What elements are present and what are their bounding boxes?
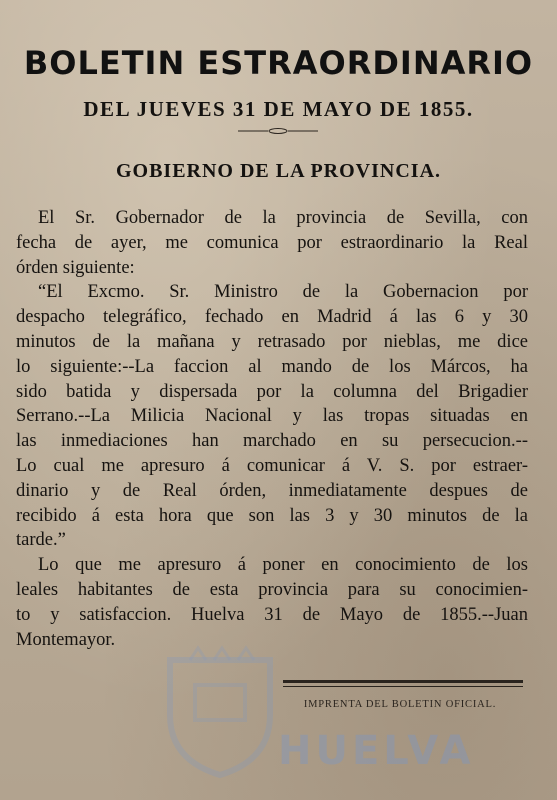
body-line: El Sr. Gobernador de la provincia de Sevilla, con	[38, 208, 528, 228]
body-line: órden siguiente:	[16, 257, 135, 278]
body-line: despacho telegráfico, fechado en Madrid á las 6 y 30	[16, 307, 528, 328]
section-heading: GOBIERNO DE LA PROVINCIA.	[115, 160, 442, 182]
body-line: sido batida y dispersada por la columna del Brigadier	[16, 381, 528, 402]
document-date: DEL JUEVES 31 DE MAYO DE 1855.	[83, 97, 474, 121]
body-line: las inmediaciones han marchado en su persecucion.--	[16, 431, 528, 452]
document-title: BOLETIN ESTRAORDINARIO	[23, 44, 534, 82]
body-line: dinario y de Real órden, inmediatamente despues de	[16, 480, 528, 501]
watermark-text: HUELVA	[278, 728, 475, 774]
body-line: Montemayor.	[16, 629, 116, 650]
body-line: Lo que me apresuro á poner en conocimiento de los	[38, 555, 528, 576]
footer-rule	[283, 680, 523, 687]
body-line: leales habitantes de esta provincia para su conocimien-	[16, 579, 528, 600]
body-line: minutos de la mañana y retrasado por nieblas, me dice	[16, 331, 528, 352]
body-line: tarde.”	[16, 530, 66, 551]
body-line: recibido á esta hora que son las 3 y 30 minutos de la	[16, 505, 528, 526]
ornament-divider-icon	[238, 128, 318, 134]
body-line: Serrano.--La Milicia Nacional y las tropas situadas en	[16, 406, 528, 427]
document-body	[16, 206, 528, 652]
body-line: “El Excmo. Sr. Ministro de la Gobernacion por	[38, 282, 528, 303]
body-line: fecha de ayer, me comunica por estraordinario la Real	[16, 232, 528, 253]
body-line: Lo cual me apresuro á comunicar á V. S. por estraer-	[16, 455, 528, 476]
body-line: lo siguiente:--La faccion al mando de los Márcos, ha	[16, 356, 528, 377]
body-line: to y satisfaccion. Huelva 31 de Mayo de 1855.--Juan	[16, 604, 528, 625]
printer-imprint: IMPRENTA DEL BOLETIN OFICIAL.	[303, 699, 497, 710]
